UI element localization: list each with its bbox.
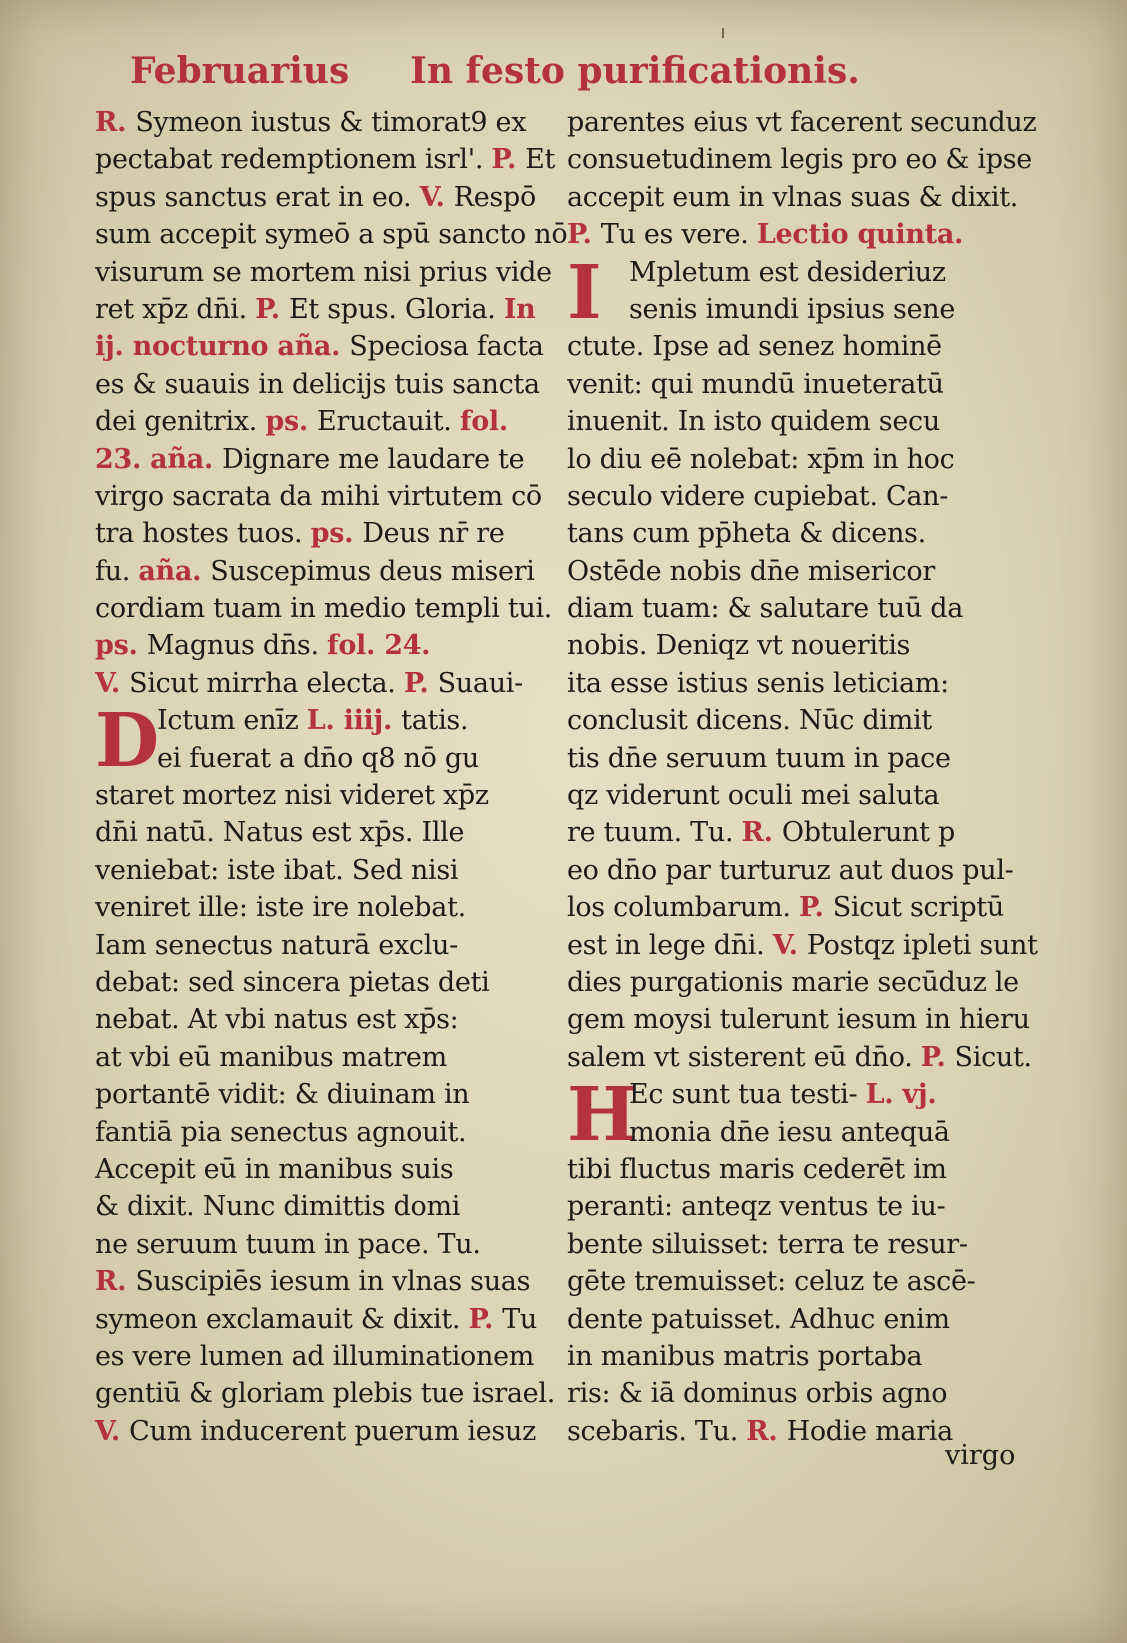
text-run: Et spus. Gloria. [288,293,504,325]
text-line [95,441,535,478]
page-mark [722,28,724,38]
text-line [567,665,1017,702]
text-line [567,1039,1032,1076]
rubric-text: ps. [265,406,318,438]
drop-cap-I: I [567,249,602,336]
text-line [567,553,1017,590]
text-line [95,553,535,590]
text-line [95,141,556,178]
text-run: Symeon iustus & timorat9 ex [135,107,527,138]
text-line [95,927,535,964]
text-run: virgo sacrata da mihi virtutem cō [95,480,542,512]
text-run: conclusit dicens. Nūc dimit [567,705,932,737]
text-run: salem vt sisterent eū dn̄o. [567,1041,921,1073]
text-run: Et [525,144,556,176]
text-run: Tu [502,1303,537,1335]
text-run: veniebat: iste ibat. Sed nisi [95,854,459,886]
text-run: fantiā pia senectus agnouit. [95,1116,467,1148]
rubric-text: ps. [310,518,363,550]
text-run: dei genitrix. [95,406,266,438]
text-run: Ictum enīz [157,705,307,737]
text-run: nobis. Deniqz vt noueritis [567,630,911,662]
text-run: dn̄i natū. Natus est xp̄s. Ille [95,817,465,849]
right-column-text-bottom [567,1151,1017,1450]
text-run: seculo videre cupiebat. Can- [567,480,949,512]
text-run: Tu es vere. [600,219,757,251]
text-run: fu. [95,555,139,587]
text-run: tatis. [401,705,469,737]
drop-cap-D: D [95,698,159,785]
text-line [95,366,540,403]
rubric-text: V. [95,667,130,699]
text-run: parentes eius vt facerent secunduz [567,107,1037,138]
text-run: ita esse istius senis leticiam: [567,667,949,699]
rubric-text: aña. [138,555,211,587]
initial-block-H [567,1072,1017,1159]
text-run: Sicut mirrha electa. [129,667,404,699]
rubric-text: L. iiij. [306,705,402,737]
right-column-text-middle [567,328,1038,1076]
text-run: Ec sunt tua testi- [629,1079,866,1111]
text-run: Ostēde nobis dn̄e misericor [567,555,935,587]
text-line [95,179,535,216]
text-line [567,216,1017,253]
rubric-text: ij. nocturno aña. [95,331,350,363]
text-run: consuetudinem legis pro eo & ipse [567,144,1032,176]
text-line [567,366,1017,403]
text-run: ret xp̄z dn̄i. [95,293,256,325]
rubric-text: P. [567,219,601,251]
rubric-text: 23. aña. [95,443,223,475]
text-run: senis imundi ipsius sene [629,293,956,325]
text-line [567,627,1017,664]
rubric-text: R. [741,817,782,849]
rubric-text: P. [491,144,526,176]
rubric-text: V. [772,929,807,961]
text-line [567,1001,1030,1038]
rubric-text: fol. [459,406,508,438]
text-line [95,1375,555,1412]
text-run: Respō [453,181,536,213]
text-line [95,814,535,851]
text-line [95,627,535,664]
text-line [95,1151,535,1188]
left-column-text-bottom [95,777,555,1450]
text-line [567,1301,1017,1338]
rubric-text: P. [798,892,833,924]
text-line [567,964,1017,1001]
text-run: lo diu eē nolebat: xp̄m in hoc [567,443,955,475]
text-line [95,1413,535,1450]
rubric-text: Lectio quinta. [756,219,964,251]
text-line [567,702,1017,739]
text-line [567,141,1032,178]
header-feast: In festo purificationis. [410,50,860,92]
text-run: Suaui- [437,667,523,699]
drop-cap-H: H [567,1072,637,1159]
text-run: cordiam tuam in medio templi tui. [95,593,553,625]
catchword: virgo [945,1440,1016,1471]
text-line [567,777,1017,814]
text-run: symeon exclamauit & dixit. [95,1303,469,1335]
text-run: re tuum. Tu. [567,817,742,849]
text-run: Eructauit. [317,406,460,438]
text-run: bente siluisset: terra te resur- [567,1228,968,1260]
header-month: Februarius [130,50,350,92]
text-run: Deus nr̄ re [362,518,505,550]
text-line [95,1076,535,1113]
text-line [95,403,535,440]
text-line [95,889,535,926]
text-line [95,216,568,253]
text-run: Cum inducerent puerum iesuz [129,1415,536,1447]
rubric-text: P. [468,1303,503,1335]
running-header [120,44,1000,104]
text-run: ris: & iā dominus orbis agno [567,1378,948,1410]
text-line [95,291,535,328]
rubric-text: ps. [95,630,147,662]
text-run: Postqz ipleti sunt [806,929,1038,961]
text-run: diam tuam: & salutare tuū da [567,593,964,625]
text-run: spus sanctus erat in eo. [95,181,420,213]
text-line [95,1001,535,1038]
text-line [95,964,535,1001]
text-run: Speciosa facta [349,331,544,363]
text-run: nebat. At vbi natus est xp̄s: [95,1004,459,1036]
text-run: pectabat redemptionem isrl'. [95,144,492,176]
initial-line-2 [629,291,955,328]
text-run: los columbarum. [567,892,799,924]
text-line [95,1114,535,1151]
text-line [567,852,1017,889]
text-run: inuenit. In isto quidem secu [567,406,940,438]
text-run: es vere lumen ad illuminationem [95,1340,535,1372]
rubric-text: P. [403,667,438,699]
text-line [567,590,1017,627]
rubric-text: V. [95,1415,130,1447]
text-run: venit: qui mundū inueteratū [567,368,944,400]
text-run: gem moysi tulerunt iesum in hieru [567,1004,1030,1036]
text-line [567,441,1017,478]
text-run: gentiū & gloriam plebis tue israel. [95,1378,555,1410]
text-run: scebaris. Tu. [567,1415,747,1447]
text-line [567,1375,1017,1412]
initial-line-1 [629,254,946,291]
rubric-text: L. vj. [865,1079,937,1111]
text-run: staret mortez nisi videret xp̄z [95,780,489,812]
text-line [95,478,542,515]
text-run: qz viderunt oculi mei saluta [567,780,940,812]
text-run: tra hostes tuos. [95,518,311,550]
text-run: dies purgationis marie secūduz le [567,967,1019,998]
initial-line-1 [157,702,468,739]
text-run: tibi fluctus maris cederēt im [567,1153,947,1185]
text-run: es & suauis in delicijs tuis sancta [95,368,540,400]
text-run: est in lege dn̄i. [567,929,773,961]
text-run: debat: sed sincera pietas deti [95,967,490,998]
text-run: veniret ille: iste ire nolebat. [95,892,466,924]
text-line [567,1188,1017,1225]
text-run: Suscepimus deus miseri [210,555,535,587]
text-run: ctute. Ipse ad senez hominē [567,331,942,363]
text-line [567,1338,1017,1375]
text-run: at vbi eū manibus matrem [95,1041,447,1073]
text-run: sum accepit symeō a spū sancto nō [95,219,568,251]
rubric-text: P. [920,1041,955,1073]
text-line [95,515,535,552]
text-line [95,1301,535,1338]
text-run: monia dn̄e iesu antequā [629,1116,950,1148]
initial-block-D [95,698,535,785]
text-run: Iam senectus naturā exclu- [95,929,458,961]
text-line [95,1263,535,1300]
initial-line-2 [629,1114,950,1151]
text-line [95,665,535,702]
text-run: tans cum pp̄heta & dicens. [567,518,926,550]
text-run: Magnus dn̄s. [146,630,328,662]
left-column [95,104,568,1450]
rubric-text: R. [95,1266,136,1298]
text-line [567,515,1017,552]
text-run: in manibus matris portaba [567,1340,923,1372]
text-run: Obtulerunt p [781,817,955,849]
text-run: ne seruum tuum in pace. Tu. [95,1228,481,1260]
initial-block-I [567,249,1017,336]
initial-line-1 [629,1076,936,1113]
right-column-text-top [567,104,1037,254]
text-line [567,1263,1017,1300]
text-run: accepit eum in vlnas suas & dixit. [567,181,1019,213]
text-line [567,328,1017,365]
text-run: & dixit. Nunc dimittis domi [95,1191,461,1223]
text-run: dente patuisset. Adhuc enim [567,1303,950,1335]
text-line [567,179,1017,216]
text-line [567,403,1017,440]
text-line [95,254,552,291]
rubric-text: V. [419,181,454,213]
rubric-text: In [503,293,536,325]
text-line [95,104,535,141]
text-run: ei fuerat a dn̄o q8 nō gu [157,742,479,774]
left-column-text-top [95,104,568,702]
text-run: Accepit eū in manibus suis [95,1153,454,1185]
text-run: Hodie maria [786,1415,953,1447]
text-run: peranti: anteqz ventus te iu- [567,1191,946,1223]
text-line [567,1226,1017,1263]
text-line [95,1226,535,1263]
text-run: visurum se mortem nisi prius vide [95,256,552,288]
text-run: Sicut. [954,1041,1032,1073]
text-line [95,1338,535,1375]
text-line [567,889,1017,926]
rubric-text: P. [255,293,289,325]
rubric-text: R. [95,107,136,138]
initial-line-2 [157,740,479,777]
text-line [567,814,1017,851]
text-line [95,1039,535,1076]
text-line [95,777,535,814]
text-line [95,328,544,365]
rubric-text: fol. 24. [327,630,431,662]
text-line [95,852,535,889]
text-run: Sicut scriptū [832,892,1004,924]
text-run: Mpletum est desideriuz [629,256,946,288]
text-line [95,590,553,627]
text-run: eo dn̄o par turturuz aut duos pul- [567,854,1014,886]
text-line [567,740,1017,777]
text-run: tis dn̄e seruum tuum in pace [567,742,951,774]
text-run: gēte tremuisset: celuz te ascē- [567,1266,976,1298]
text-line [95,1188,535,1225]
text-line [567,478,1017,515]
rubric-text: R. [746,1415,787,1447]
text-run: Dignare me laudare te [222,443,525,475]
text-line [567,104,1037,141]
text-run: portantē vidit: & diuinam in [95,1079,470,1111]
text-line [567,927,1038,964]
text-run: Suscipiēs iesum in vlnas suas [135,1266,531,1298]
right-column [567,104,1038,1450]
